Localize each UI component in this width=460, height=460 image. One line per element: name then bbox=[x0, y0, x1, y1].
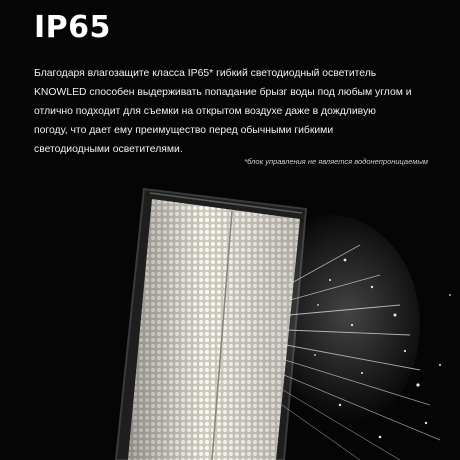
feature-description bbox=[34, 64, 429, 159]
description-line: погоду, что дает ему преимущество перед обычными гибкими bbox=[34, 125, 334, 136]
led-panel-photo bbox=[0, 175, 460, 460]
description-line: светодиодными осветителями. bbox=[34, 144, 183, 155]
description-line: отлично подходит для съемки на открытом воздухе даже в дождливую bbox=[34, 106, 376, 117]
footnote: *блок управления не является водонепроницаемым bbox=[244, 157, 428, 166]
feature-title: IP65 bbox=[34, 10, 111, 45]
description-line: KNOWLED способен выдерживать попадание брызг воды под любым углом и bbox=[34, 87, 412, 98]
description-line: Благодаря влагозащите класса IP65* гибкий светодиодный осветитель bbox=[34, 68, 377, 79]
